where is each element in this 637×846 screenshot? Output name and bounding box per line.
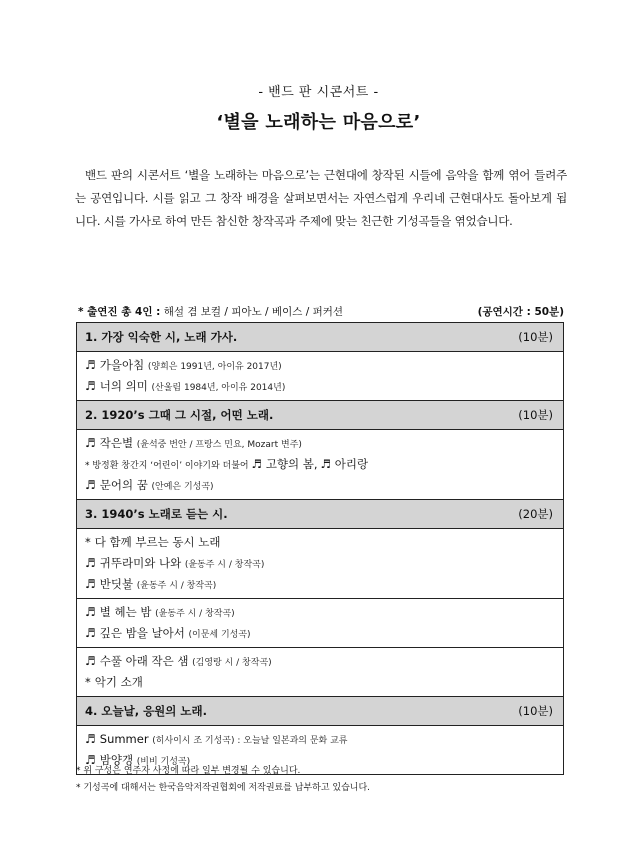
activity-item (85, 672, 555, 693)
song-title: 문어의 꿈 (99, 478, 148, 492)
music-note-icon: ♬ (85, 379, 96, 393)
footnotes (76, 763, 576, 797)
program-table (76, 322, 564, 775)
song-note: (윤동주 시 / 창작곡) (136, 581, 217, 591)
section-body-2 (77, 430, 563, 500)
section-header-3 (77, 500, 563, 529)
song-title: 별 헤는 밤 (99, 605, 152, 619)
section-time: (20분) (518, 507, 553, 521)
runtime: (공연시간 : 50분) (477, 306, 564, 318)
song-title: 밤양갱 (99, 753, 134, 767)
song-title: 가을아침 (99, 358, 145, 372)
music-note-icon: ♬ (85, 436, 96, 450)
music-note-icon: ♬ (85, 577, 96, 591)
song-note: (히사이시 조 기성곡) : 오늘날 일본과의 문화 교류 (152, 736, 348, 746)
song-item (85, 623, 555, 644)
section-header-2 (77, 401, 563, 430)
song-title: 수풀 아래 작은 샘 (99, 654, 189, 668)
music-note-icon: ♬ (85, 358, 96, 372)
section-header-4 (77, 697, 563, 726)
song-item (85, 729, 555, 750)
song-title: 고향의 봄, (265, 457, 318, 471)
song-title: 아리랑 (334, 457, 369, 471)
song-note: (산울림 1984년, 아이유 2014년) (151, 383, 286, 393)
footnote: * 위 구성은 연주자 사정에 따라 일부 변경될 수 있습니다. (76, 766, 301, 776)
song-note: (윤동주 시 / 창작곡) (155, 609, 235, 619)
music-note-icon: ♬ (320, 457, 331, 471)
song-item (85, 433, 555, 454)
song-note: (이문세 기성곡) (188, 630, 251, 640)
song-title: 귀뚜라미와 나와 (99, 556, 182, 570)
song-note: (윤석중 번안 / 프랑스 민요, Mozart 변주) (136, 440, 302, 450)
section-body-1 (77, 352, 563, 401)
song-note: (김영랑 시 / 창작곡) (192, 658, 272, 668)
song-item (85, 355, 555, 376)
song-title: Summer (99, 732, 149, 746)
section-time: (10분) (518, 408, 553, 422)
music-note-icon: ♬ (251, 457, 262, 471)
cast-members: 해설 겸 보컬 / 피아노 / 베이스 / 퍼커션 (163, 306, 344, 318)
activity-text: 다 함께 부르는 동시 노래 (94, 535, 221, 549)
music-note-icon: ♬ (85, 753, 96, 767)
song-title: 너의 의미 (99, 379, 148, 393)
song-title: 깊은 밤을 날아서 (99, 626, 185, 640)
song-item (85, 602, 555, 623)
subtitle: - 밴드 판 시콘서트 - (258, 85, 379, 100)
asterisk-icon: * (85, 675, 91, 689)
cast-info (78, 304, 564, 319)
activity-text: 악기 소개 (94, 675, 143, 689)
section-body-3c (77, 648, 563, 697)
section-time: (10분) (518, 704, 553, 718)
section-header-1 (77, 323, 563, 352)
song-note: (비비 기성곡) (136, 757, 191, 767)
section-body-3b (77, 599, 563, 648)
song-item (85, 651, 555, 672)
page-title: ‘별을 노래하는 마음으로’ (216, 112, 421, 133)
section-title: 2. 1920’s 그때 그 시절, 어떤 노래. (85, 408, 274, 422)
cast-label: * 출연진 총 4인 : (78, 306, 161, 318)
song-item (85, 475, 555, 496)
music-note-icon: ♬ (85, 626, 96, 640)
story-prefix: * 방정환 창간지 ‘어린이’ 이야기와 더불어 (85, 461, 249, 471)
activity-item (85, 532, 555, 553)
section-body-3a (77, 529, 563, 599)
story-item (85, 454, 555, 475)
song-item (85, 574, 555, 595)
song-item (85, 376, 555, 397)
song-note: (윤동주 시 / 창작곡) (184, 560, 265, 570)
music-note-icon: ♬ (85, 605, 96, 619)
music-note-icon: ♬ (85, 478, 96, 492)
song-item (85, 553, 555, 574)
song-note: (양희은 1991년, 아이유 2017년) (147, 362, 282, 372)
music-note-icon: ♬ (85, 732, 96, 746)
song-title: 작은별 (99, 436, 134, 450)
intro-paragraph: 밴드 판의 시콘서트 ‘별을 노래하는 마음으로’는 근현대에 창작된 시들에 음악을 함께 엮어 들려주는 공연입니다. 시를 읽고 그 창작 배경을 살펴보면서는 자연스럽게 우리네 근현대사도 돌아보게 됩니다. 시를 가사로 하여 만든 참신한 창작곡과 주제에 맞는 친근한 기성곡들을 엮었습니다. (75, 168, 567, 228)
music-note-icon: ♬ (85, 654, 96, 668)
footnote: * 기성곡에 대해서는 한국음악저작권협회에 저작권료를 납부하고 있습니다. (76, 783, 371, 793)
asterisk-icon: * (85, 535, 91, 549)
section-title: 3. 1940’s 노래로 듣는 시. (85, 507, 228, 521)
section-title: 1. 가장 익숙한 시, 노래 가사. (85, 330, 238, 344)
section-title: 4. 오늘날, 응원의 노래. (85, 704, 207, 718)
section-time: (10분) (518, 330, 553, 344)
song-note: (안예은 기성곡) (151, 482, 214, 492)
song-title: 반딧불 (99, 577, 134, 591)
music-note-icon: ♬ (85, 556, 96, 570)
